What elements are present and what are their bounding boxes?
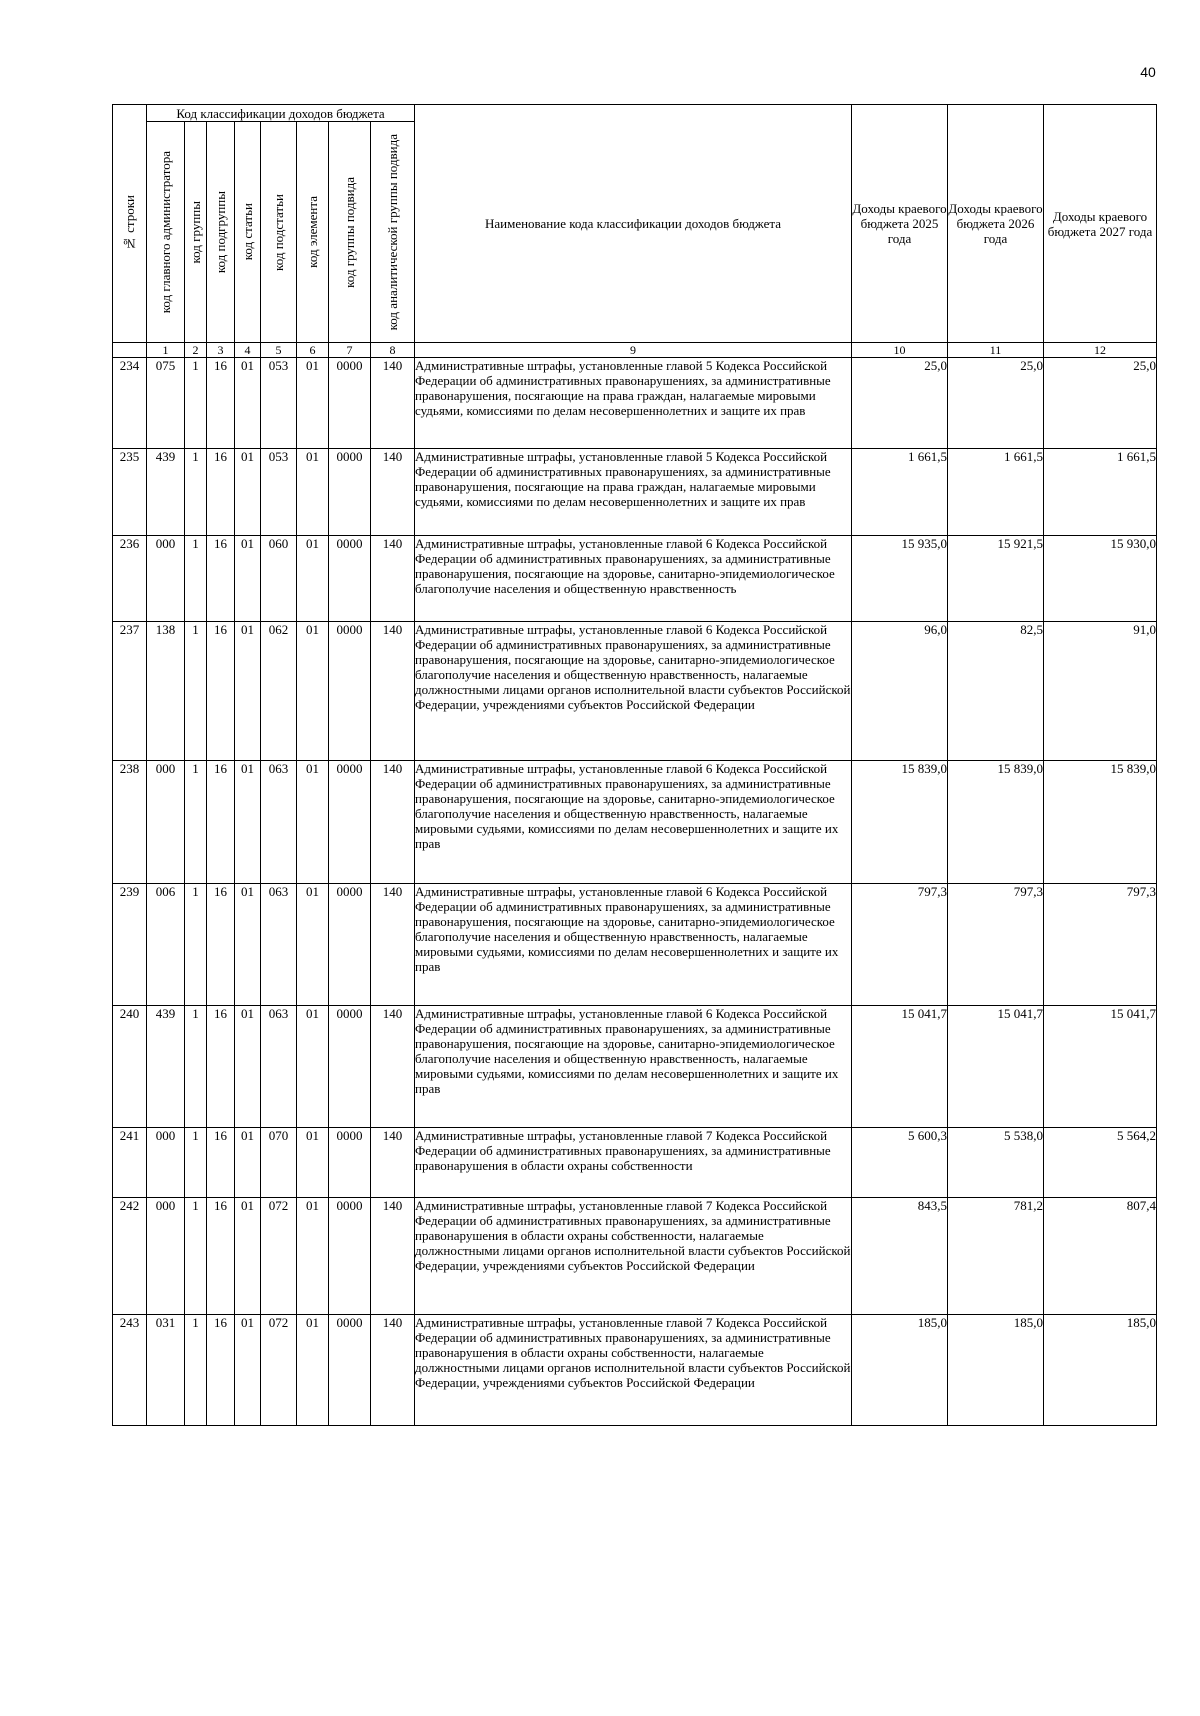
cell-subgroup: 16 bbox=[207, 1198, 235, 1315]
cell-y2025: 1 661,5 bbox=[852, 449, 948, 536]
cell-name: Административные штрафы, установленные главой 7 Кодекса Российской Федерации об административных правонарушениях, за административные правонарушения в области охраны собственности, налагаемые должностными лицами органов исполнительной власти субъектов Российской Федерации, учреждениями субъектов Российской Федерации bbox=[415, 1198, 852, 1315]
cell-y2026: 25,0 bbox=[948, 358, 1044, 449]
table-row bbox=[113, 761, 1157, 884]
cell-y2025: 15 041,7 bbox=[852, 1006, 948, 1128]
cell-admin: 000 bbox=[147, 1198, 185, 1315]
cell-no: 239 bbox=[113, 884, 147, 1006]
column-number bbox=[113, 343, 147, 358]
cell-no: 234 bbox=[113, 358, 147, 449]
header-subgroup-code: код подгруппы bbox=[207, 122, 235, 343]
table-row bbox=[113, 1198, 1157, 1315]
cell-group: 1 bbox=[185, 1198, 207, 1315]
cell-y2027: 807,4 bbox=[1044, 1198, 1157, 1315]
cell-name: Административные штрафы, установленные главой 5 Кодекса Российской Федерации об административных правонарушениях, за административные правонарушения, посягающие на права граждан, налагаемые мировыми судьями, комиссиями по делам несовершеннолетних и защите их прав bbox=[415, 358, 852, 449]
cell-no: 237 bbox=[113, 622, 147, 761]
cell-group: 1 bbox=[185, 1006, 207, 1128]
header-admin-code: код главного администратора bbox=[147, 122, 185, 343]
table-row bbox=[113, 884, 1157, 1006]
header-name: Наименование кода классификации доходов бюджета bbox=[415, 105, 852, 343]
cell-analytic-group: 140 bbox=[371, 884, 415, 1006]
cell-no: 241 bbox=[113, 1128, 147, 1198]
header-classification-group: Код классификации доходов бюджета bbox=[147, 105, 415, 122]
cell-name: Административные штрафы, установленные главой 6 Кодекса Российской Федерации об административных правонарушениях, за административные правонарушения, посягающие на здоровье, санитарно-эпидемиологическое благополучие населения и общественную нравственность, налагаемые мировыми судьями, комиссиями по делам несовершеннолетних и защите их прав bbox=[415, 884, 852, 1006]
cell-name: Административные штрафы, установленные главой 6 Кодекса Российской Федерации об административных правонарушениях, за административные правонарушения, посягающие на здоровье, санитарно-эпидемиологическое благополучие населения и общественную нравственность, налагаемые должностными лицами органов исполнительной власти субъектов Российской Федерации, учреждениями субъектов Российской Федерации bbox=[415, 622, 852, 761]
header-row-no: № строки bbox=[113, 105, 147, 343]
header-subtype-group-code: код группы подвида bbox=[329, 122, 371, 343]
cell-y2025: 5 600,3 bbox=[852, 1128, 948, 1198]
cell-no: 240 bbox=[113, 1006, 147, 1128]
cell-article: 01 bbox=[235, 449, 261, 536]
cell-subarticle: 063 bbox=[261, 884, 297, 1006]
header-subarticle-code: код подстатьи bbox=[261, 122, 297, 343]
cell-y2025: 15 935,0 bbox=[852, 536, 948, 622]
cell-y2026: 185,0 bbox=[948, 1315, 1044, 1426]
column-number: 6 bbox=[297, 343, 329, 358]
cell-analytic-group: 140 bbox=[371, 1128, 415, 1198]
cell-y2026: 15 041,7 bbox=[948, 1006, 1044, 1128]
cell-group: 1 bbox=[185, 449, 207, 536]
cell-element: 01 bbox=[297, 358, 329, 449]
cell-element: 01 bbox=[297, 536, 329, 622]
cell-element: 01 bbox=[297, 1315, 329, 1426]
table-row bbox=[113, 536, 1157, 622]
column-number: 2 bbox=[185, 343, 207, 358]
column-number: 11 bbox=[948, 343, 1044, 358]
cell-analytic-group: 140 bbox=[371, 449, 415, 536]
cell-y2027: 91,0 bbox=[1044, 622, 1157, 761]
column-number: 7 bbox=[329, 343, 371, 358]
cell-admin: 031 bbox=[147, 1315, 185, 1426]
cell-subtype-group: 0000 bbox=[329, 1128, 371, 1198]
cell-article: 01 bbox=[235, 536, 261, 622]
cell-y2026: 797,3 bbox=[948, 884, 1044, 1006]
cell-article: 01 bbox=[235, 1315, 261, 1426]
column-number: 4 bbox=[235, 343, 261, 358]
page-number: 40 bbox=[1140, 64, 1156, 80]
cell-element: 01 bbox=[297, 1128, 329, 1198]
column-number: 9 bbox=[415, 343, 852, 358]
cell-article: 01 bbox=[235, 622, 261, 761]
column-number: 12 bbox=[1044, 343, 1157, 358]
cell-subtype-group: 0000 bbox=[329, 358, 371, 449]
column-number: 8 bbox=[371, 343, 415, 358]
cell-no: 243 bbox=[113, 1315, 147, 1426]
cell-subarticle: 063 bbox=[261, 1006, 297, 1128]
cell-name: Административные штрафы, установленные главой 6 Кодекса Российской Федерации об административных правонарушениях, за административные правонарушения, посягающие на здоровье, санитарно-эпидемиологическое благополучие населения и общественную нравственность, налагаемые мировыми судьями, комиссиями по делам несовершеннолетних и защите их прав bbox=[415, 1006, 852, 1128]
cell-subtype-group: 0000 bbox=[329, 1006, 371, 1128]
cell-y2026: 15 839,0 bbox=[948, 761, 1044, 884]
cell-article: 01 bbox=[235, 358, 261, 449]
cell-y2026: 781,2 bbox=[948, 1198, 1044, 1315]
cell-group: 1 bbox=[185, 1128, 207, 1198]
table-row bbox=[113, 358, 1157, 449]
column-number: 10 bbox=[852, 343, 948, 358]
cell-y2027: 185,0 bbox=[1044, 1315, 1157, 1426]
cell-subtype-group: 0000 bbox=[329, 449, 371, 536]
cell-group: 1 bbox=[185, 622, 207, 761]
cell-element: 01 bbox=[297, 761, 329, 884]
cell-group: 1 bbox=[185, 761, 207, 884]
cell-subarticle: 072 bbox=[261, 1315, 297, 1426]
cell-admin: 000 bbox=[147, 536, 185, 622]
cell-subarticle: 053 bbox=[261, 449, 297, 536]
budget-table bbox=[112, 104, 1157, 1426]
cell-analytic-group: 140 bbox=[371, 1315, 415, 1426]
header-income-2026: Доходы краевого бюджета 2026 года bbox=[948, 105, 1044, 343]
header-element-code: код элемента bbox=[297, 122, 329, 343]
cell-subtype-group: 0000 bbox=[329, 884, 371, 1006]
cell-element: 01 bbox=[297, 449, 329, 536]
cell-element: 01 bbox=[297, 1198, 329, 1315]
cell-no: 236 bbox=[113, 536, 147, 622]
cell-name: Административные штрафы, установленные главой 5 Кодекса Российской Федерации об административных правонарушениях, за административные правонарушения, посягающие на права граждан, налагаемые мировыми судьями, комиссиями по делам несовершеннолетних и защите их прав bbox=[415, 449, 852, 536]
cell-subtype-group: 0000 bbox=[329, 1198, 371, 1315]
table-row bbox=[113, 1128, 1157, 1198]
cell-subgroup: 16 bbox=[207, 1128, 235, 1198]
cell-subgroup: 16 bbox=[207, 449, 235, 536]
table-row bbox=[113, 1006, 1157, 1128]
cell-admin: 439 bbox=[147, 449, 185, 536]
column-number: 1 bbox=[147, 343, 185, 358]
cell-analytic-group: 140 bbox=[371, 761, 415, 884]
cell-article: 01 bbox=[235, 761, 261, 884]
cell-subarticle: 062 bbox=[261, 622, 297, 761]
cell-name: Административные штрафы, установленные главой 6 Кодекса Российской Федерации об административных правонарушениях, за административные правонарушения, посягающие на здоровье, санитарно-эпидемиологическое благополучие населения и общественную нравственность, налагаемые мировыми судьями, комиссиями по делам несовершеннолетних и защите их прав bbox=[415, 761, 852, 884]
cell-admin: 439 bbox=[147, 1006, 185, 1128]
cell-subgroup: 16 bbox=[207, 536, 235, 622]
cell-name: Административные штрафы, установленные главой 6 Кодекса Российской Федерации об административных правонарушениях, за административные правонарушения, посягающие на здоровье, санитарно-эпидемиологическое благополучие населения и общественную нравственность bbox=[415, 536, 852, 622]
cell-admin: 075 bbox=[147, 358, 185, 449]
cell-analytic-group: 140 bbox=[371, 1198, 415, 1315]
cell-subtype-group: 0000 bbox=[329, 622, 371, 761]
cell-subtype-group: 0000 bbox=[329, 1315, 371, 1426]
cell-y2025: 843,5 bbox=[852, 1198, 948, 1315]
cell-name: Административные штрафы, установленные главой 7 Кодекса Российской Федерации об административных правонарушениях, за административные правонарушения в области охраны собственности bbox=[415, 1128, 852, 1198]
cell-y2025: 185,0 bbox=[852, 1315, 948, 1426]
cell-no: 242 bbox=[113, 1198, 147, 1315]
cell-y2027: 15 930,0 bbox=[1044, 536, 1157, 622]
cell-subarticle: 053 bbox=[261, 358, 297, 449]
cell-group: 1 bbox=[185, 536, 207, 622]
cell-y2025: 797,3 bbox=[852, 884, 948, 1006]
cell-admin: 006 bbox=[147, 884, 185, 1006]
cell-subgroup: 16 bbox=[207, 761, 235, 884]
table-row bbox=[113, 622, 1157, 761]
cell-subtype-group: 0000 bbox=[329, 536, 371, 622]
cell-y2027: 1 661,5 bbox=[1044, 449, 1157, 536]
header-group-code: код группы bbox=[185, 122, 207, 343]
cell-y2026: 5 538,0 bbox=[948, 1128, 1044, 1198]
cell-subarticle: 063 bbox=[261, 761, 297, 884]
cell-element: 01 bbox=[297, 622, 329, 761]
cell-y2025: 15 839,0 bbox=[852, 761, 948, 884]
header-article-code: код статьи bbox=[235, 122, 261, 343]
cell-subgroup: 16 bbox=[207, 884, 235, 1006]
cell-subgroup: 16 bbox=[207, 1315, 235, 1426]
cell-subarticle: 072 bbox=[261, 1198, 297, 1315]
cell-article: 01 bbox=[235, 1006, 261, 1128]
cell-article: 01 bbox=[235, 884, 261, 1006]
header-analytic-group-code: код аналитической группы подвида bbox=[371, 122, 415, 343]
cell-name: Административные штрафы, установленные главой 7 Кодекса Российской Федерации об административных правонарушениях, за административные правонарушения в области охраны собственности, налагаемые должностными лицами органов исполнительной власти субъектов Российской Федерации, учреждениями субъектов Российской Федерации bbox=[415, 1315, 852, 1426]
column-number: 3 bbox=[207, 343, 235, 358]
cell-no: 238 bbox=[113, 761, 147, 884]
cell-analytic-group: 140 bbox=[371, 1006, 415, 1128]
cell-y2025: 25,0 bbox=[852, 358, 948, 449]
cell-y2027: 15 041,7 bbox=[1044, 1006, 1157, 1128]
cell-group: 1 bbox=[185, 1315, 207, 1426]
cell-article: 01 bbox=[235, 1128, 261, 1198]
cell-admin: 138 bbox=[147, 622, 185, 761]
cell-analytic-group: 140 bbox=[371, 358, 415, 449]
cell-y2027: 5 564,2 bbox=[1044, 1128, 1157, 1198]
cell-y2025: 96,0 bbox=[852, 622, 948, 761]
cell-y2026: 82,5 bbox=[948, 622, 1044, 761]
cell-admin: 000 bbox=[147, 1128, 185, 1198]
header-income-2027: Доходы краевого бюджета 2027 года bbox=[1044, 105, 1157, 343]
cell-subgroup: 16 bbox=[207, 622, 235, 761]
cell-element: 01 bbox=[297, 884, 329, 1006]
cell-y2027: 15 839,0 bbox=[1044, 761, 1157, 884]
header-income-2025: Доходы краевого бюджета 2025 года bbox=[852, 105, 948, 343]
cell-element: 01 bbox=[297, 1006, 329, 1128]
cell-y2027: 25,0 bbox=[1044, 358, 1157, 449]
cell-article: 01 bbox=[235, 1198, 261, 1315]
cell-no: 235 bbox=[113, 449, 147, 536]
cell-group: 1 bbox=[185, 358, 207, 449]
column-number-row bbox=[113, 343, 1157, 358]
cell-subarticle: 070 bbox=[261, 1128, 297, 1198]
cell-subgroup: 16 bbox=[207, 358, 235, 449]
cell-analytic-group: 140 bbox=[371, 622, 415, 761]
cell-y2026: 15 921,5 bbox=[948, 536, 1044, 622]
cell-subarticle: 060 bbox=[261, 536, 297, 622]
cell-y2027: 797,3 bbox=[1044, 884, 1157, 1006]
cell-subgroup: 16 bbox=[207, 1006, 235, 1128]
cell-y2026: 1 661,5 bbox=[948, 449, 1044, 536]
column-number: 5 bbox=[261, 343, 297, 358]
cell-analytic-group: 140 bbox=[371, 536, 415, 622]
cell-subtype-group: 0000 bbox=[329, 761, 371, 884]
table-row bbox=[113, 449, 1157, 536]
table-row bbox=[113, 1315, 1157, 1426]
cell-group: 1 bbox=[185, 884, 207, 1006]
cell-admin: 000 bbox=[147, 761, 185, 884]
